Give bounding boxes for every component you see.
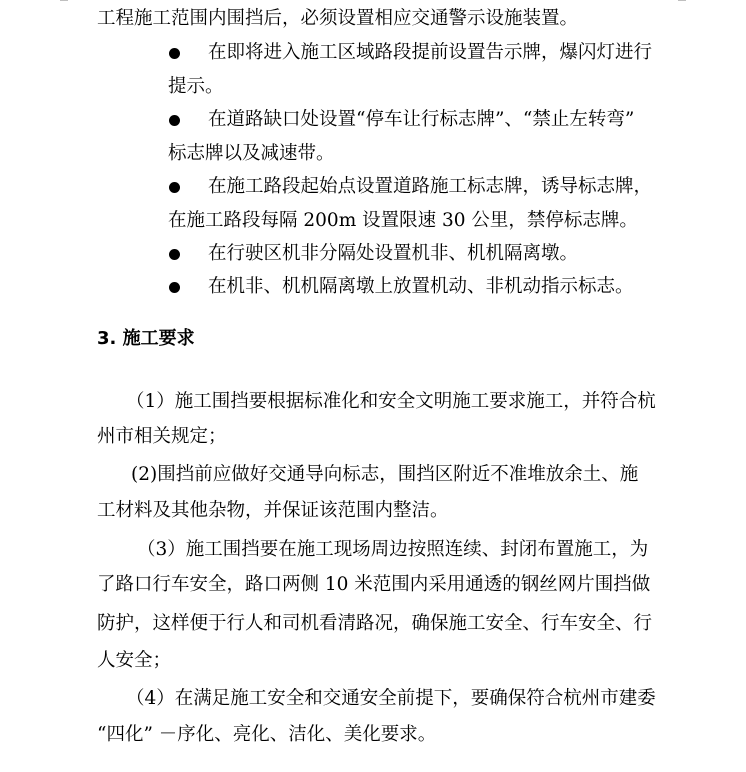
bullet-3-line-2: 在施工路段每隔 200m 设置限速 30 公里，禁停标志牌。 xyxy=(168,210,638,231)
bullet-3-line-1: 在施工路段起始点设置道路施工标志牌，诱导标志牌， xyxy=(208,176,653,197)
requirement-4-line-2: “四化” －序化、亮化、洁化、美化要求。 xyxy=(97,724,437,745)
bullet-2-line-2: 标志牌以及减速带。 xyxy=(168,143,335,164)
requirement-1-line-2: 州市相关规定； xyxy=(97,426,227,447)
requirement-2-line-1: (2)围挡前应做好交通导向标志，围挡区附近不准堆放余土、施 xyxy=(131,464,639,485)
requirement-4-line-1: （4）在满足施工安全和交通安全前提下，要确保符合杭州市建委 xyxy=(126,688,656,709)
bullet-4-line-1: 在行驶区机非分隔处设置机非、机机隔离墩。 xyxy=(208,243,579,264)
intro-line: 工程施工范围内围挡后，必须设置相应交通警示设施装置。 xyxy=(97,8,579,29)
bullet-2-line-1: 在道路缺口处设置“停车让行标志牌”、“禁止左转弯” xyxy=(208,109,635,130)
requirement-3-line-3: 防护，这样便于行人和司机看清路况，确保施工安全、行车安全、行 xyxy=(97,613,653,634)
bullet-dot xyxy=(169,249,180,260)
bullet-dot xyxy=(169,182,180,193)
bullet-5-line-1: 在机非、机机隔离墩上放置机动、非机动指示标志。 xyxy=(208,276,634,297)
bullet-dot xyxy=(169,282,180,293)
section-heading: 3. 施工要求 xyxy=(97,328,195,349)
requirement-3-line-4: 人安全； xyxy=(97,650,172,671)
bullet-1-line-1: 在即将进入施工区域路段提前设置告示牌，爆闪灯进行 xyxy=(208,42,653,63)
requirement-3-line-2: 了路口行车安全，路口两侧 10 米范围内采用通透的钢丝网片围挡做 xyxy=(97,574,651,595)
requirement-3-line-1: （3）施工围挡要在施工现场周边按照连续、封闭布置施工，为 xyxy=(137,539,649,560)
requirement-2-line-2: 工材料及其他杂物，并保证该范围内整洁。 xyxy=(97,500,449,521)
bullet-dot xyxy=(169,48,180,59)
bullet-1-line-2: 提示。 xyxy=(168,76,224,97)
requirement-1-line-1: （1）施工围挡要根据标准化和安全文明施工要求施工，并符合杭 xyxy=(126,391,656,412)
bullet-dot xyxy=(169,115,180,126)
